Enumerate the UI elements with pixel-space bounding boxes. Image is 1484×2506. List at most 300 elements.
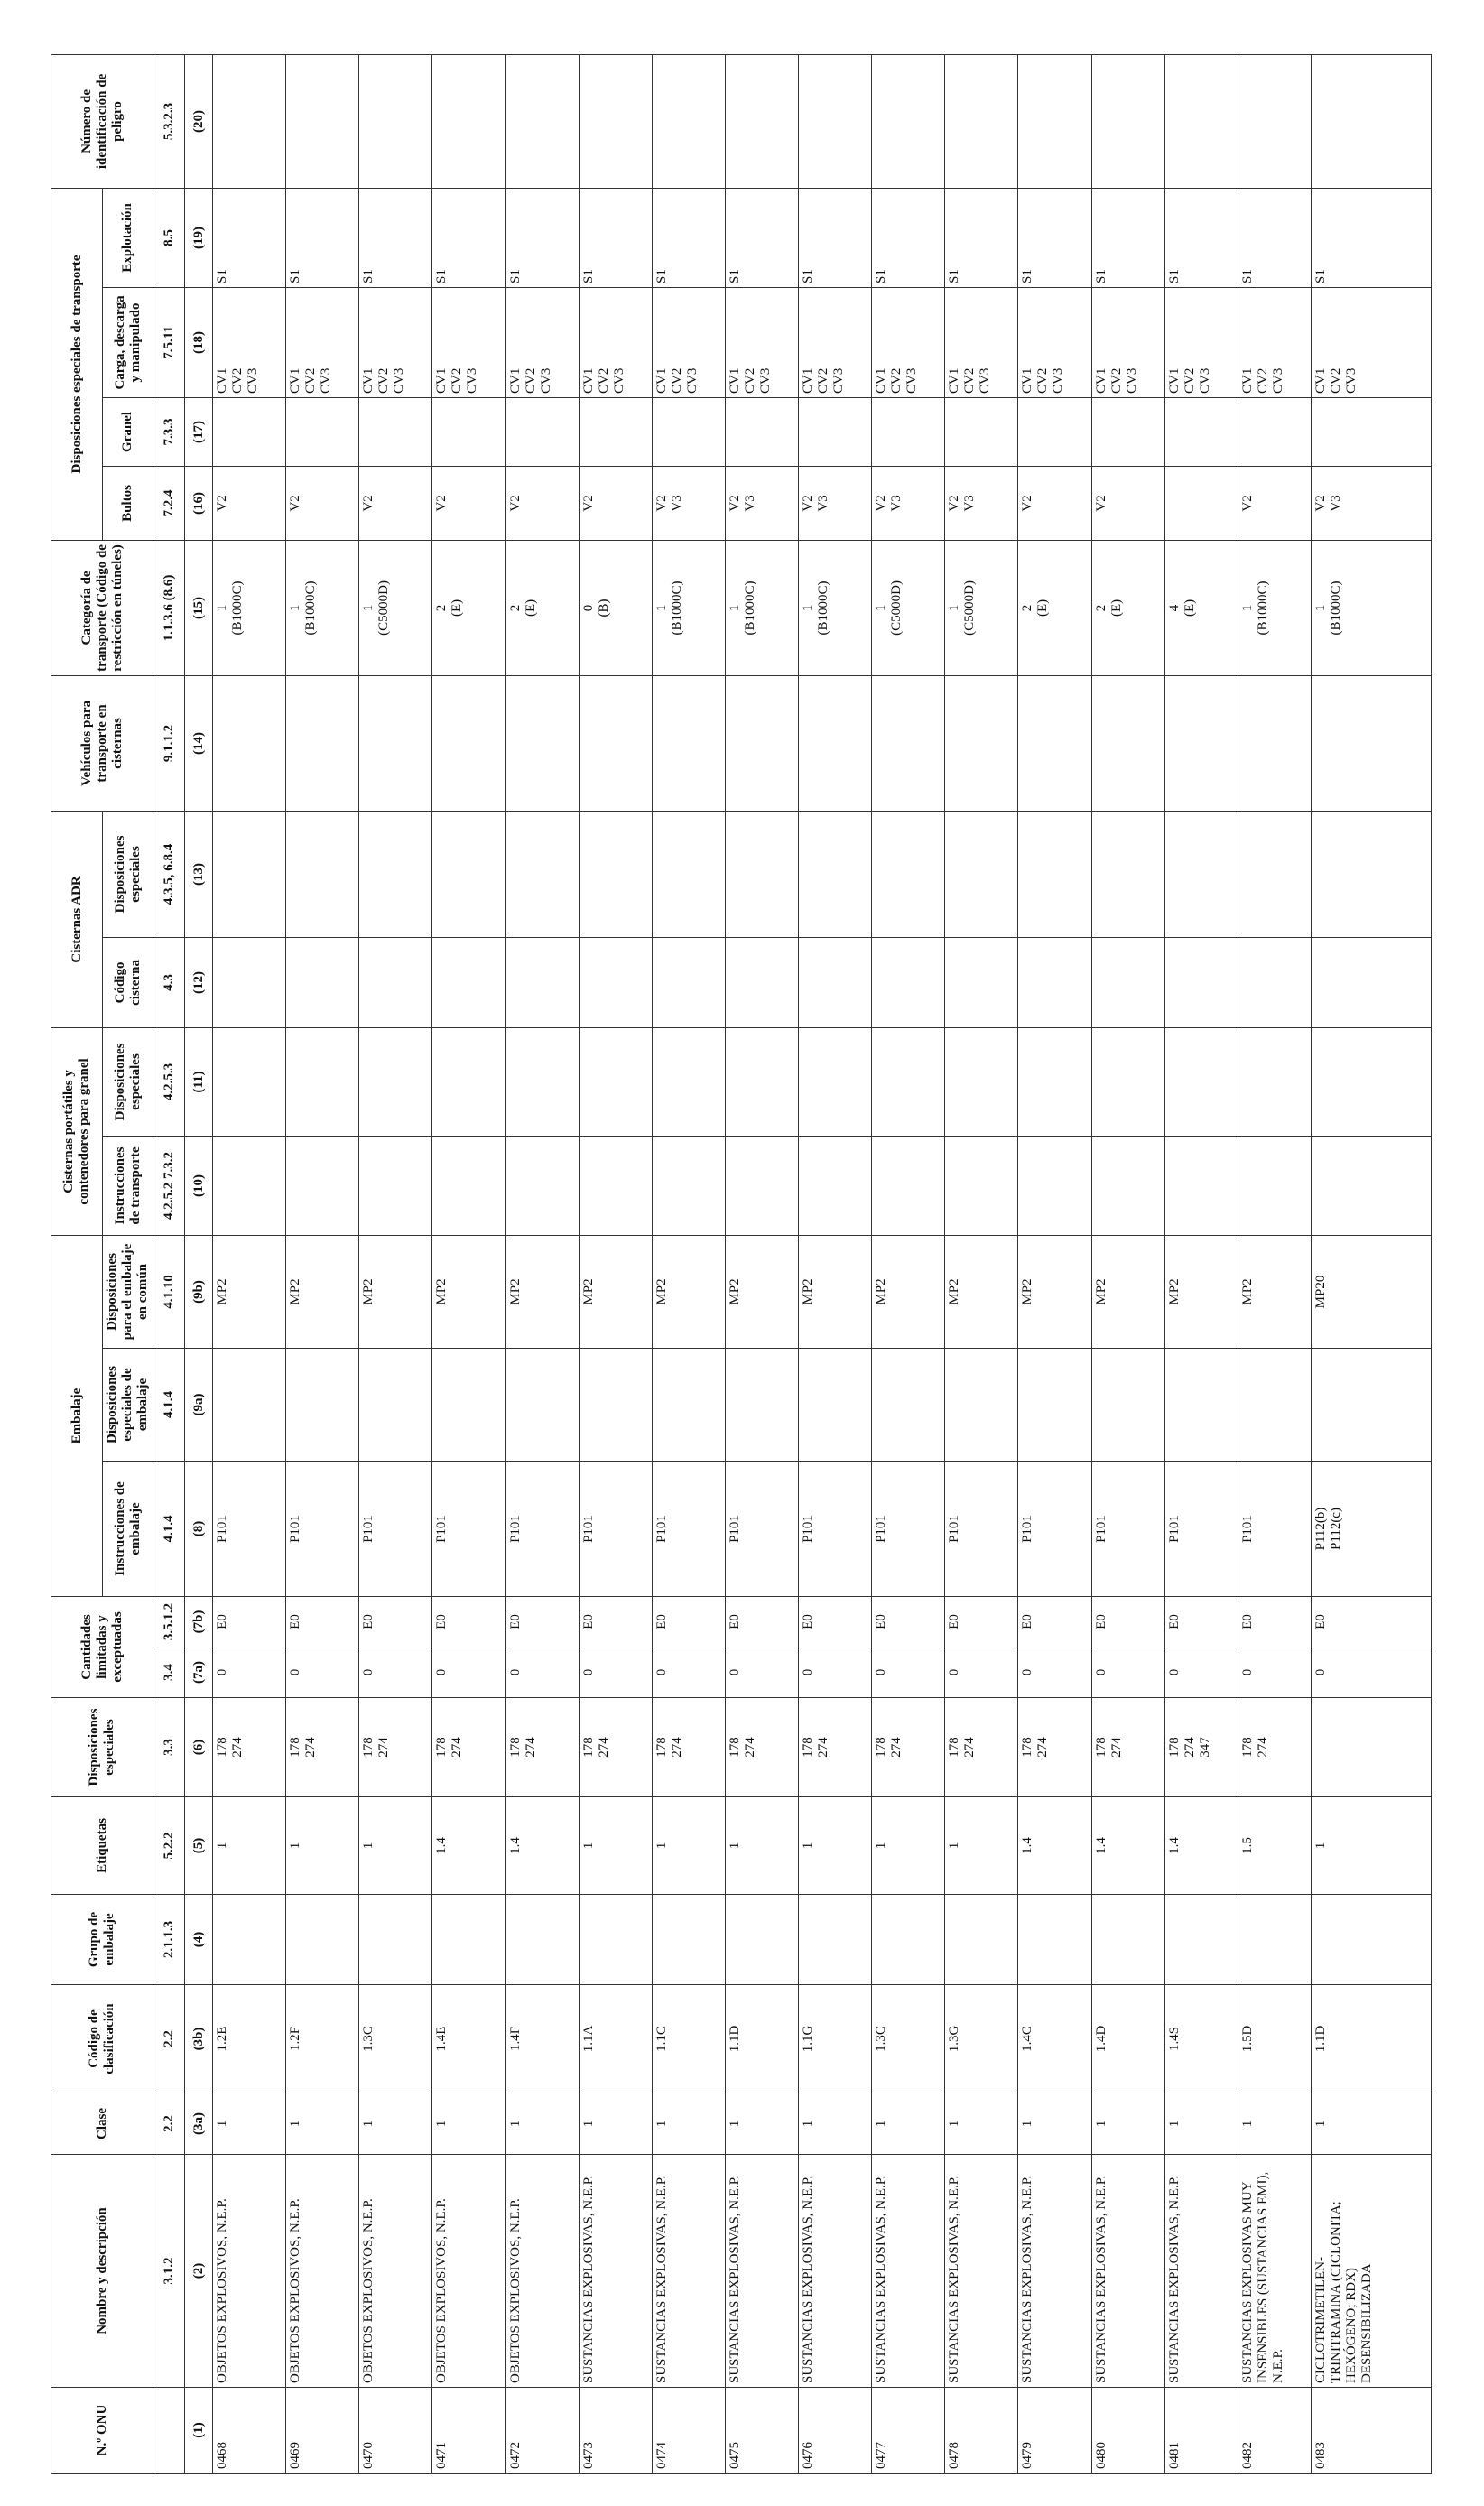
mixed-packing-cell: MP2 [1164,1235,1238,1348]
header-packing-instructions: Instrucciones de embalaje [103,1462,153,1597]
tank-code-cell [359,937,432,1027]
class-cell: 1 [286,2093,359,2155]
packing-special-provisions-cell [1238,1349,1311,1462]
table-row [1238,54,1311,2473]
operation-cell: S1 [652,188,725,287]
classification-code-cell: 1.1A [579,1985,652,2093]
operation-cell: S1 [359,188,432,287]
portable-tank-special-cell [945,1027,1018,1136]
limited-quantity-cell: 0 [945,1647,1018,1698]
mixed-packing-cell: MP2 [505,1235,579,1348]
packages-cell: V2 [359,466,432,540]
tank-special-cell [213,811,286,937]
tank-special-cell [1164,811,1238,937]
tank-vehicle-cell [799,675,872,811]
un-cell: 0475 [725,2388,798,2474]
portable-tank-instruction-cell [432,1136,505,1235]
loading-handling-cell: CV1 CV2 CV3 [432,287,505,397]
mixed-packing-cell: MP20 [1311,1235,1431,1348]
transport-category-cell: 1 (B1000C) [286,540,359,675]
bulk-cell [579,397,652,466]
labels-cell: 1.4 [1091,1797,1164,1895]
bulk-cell [1018,397,1091,466]
limited-quantity-cell: 0 [286,1647,359,1698]
table-row [945,54,1018,2473]
special-provisions-cell [1311,1698,1431,1797]
mixed-packing-cell: MP2 [945,1235,1018,1348]
bulk-cell [872,397,945,466]
reference-cell: 1.1.3.6 (8.6) [153,540,185,675]
limited-quantity-cell: 0 [799,1647,872,1698]
hazard-number-cell [286,54,359,188]
rotated-page [51,54,1432,2474]
tank-special-cell [1091,811,1164,937]
reference-cell: 7.5.11 [153,287,185,397]
operation-cell: S1 [1091,188,1164,287]
loading-handling-cell: CV1 CV2 CV3 [1164,287,1238,397]
header-tank-vehicle: Vehículos para transporte en cisternas [51,675,153,811]
packing-instruction-cell: P101 [1091,1462,1164,1597]
special-provisions-cell: 178 274 [1018,1698,1091,1797]
table-row [579,54,652,2473]
tank-code-cell [725,937,798,1027]
excepted-quantity-cell: E0 [945,1597,1018,1647]
class-cell: 1 [799,2093,872,2155]
loading-handling-cell: CV1 CV2 CV3 [652,287,725,397]
limited-quantity-cell: 0 [1238,1647,1311,1698]
name-cell: SUSTANCIAS EXPLOSIVAS, N.E.P. [652,2155,725,2388]
header-bulk: Granel [103,397,153,466]
excepted-quantity-cell: E0 [579,1597,652,1647]
header-hazard-number: Número de identificación de peligro [51,54,153,188]
name-cell: CICLOTRIMETILEN-TRINITRAMINA (CICLONITA; HEXÓGENO; RDX) DESENSIBILIZADA [1311,2155,1431,2388]
special-provisions-cell: 178 274 [213,1698,286,1797]
packages-cell: V2 [432,466,505,540]
tank-special-cell [725,811,798,937]
header-class: Clase [51,2093,153,2155]
header-packing-group: Grupo de embalaje [51,1895,153,1985]
un-cell: 0474 [652,2388,725,2474]
un-cell: 0477 [872,2388,945,2474]
hazard-number-cell [1091,54,1164,188]
bulk-cell [652,397,725,466]
bulk-cell [213,397,286,466]
class-cell: 1 [1091,2093,1164,2155]
reference-cell: 7.2.4 [153,466,185,540]
special-provisions-cell: 178 274 [1238,1698,1311,1797]
reference-cell: 4.1.10 [153,1235,185,1348]
mixed-packing-cell: MP2 [359,1235,432,1348]
reference-cell: 5.3.2.3 [153,54,185,188]
tank-special-cell [1311,811,1431,937]
mixed-packing-cell: MP2 [213,1235,286,1348]
hazard-number-cell [1018,54,1091,188]
column-number-cell: (7b) [185,1597,213,1647]
hazard-number-cell [725,54,798,188]
labels-cell: 1.4 [505,1797,579,1895]
tank-special-cell [286,811,359,937]
loading-handling-cell: CV1 CV2 CV3 [725,287,798,397]
hazard-number-cell [213,54,286,188]
un-cell: 0483 [1311,2388,1431,2474]
classification-code-cell: 1.3C [872,1985,945,2093]
packing-special-provisions-cell [505,1349,579,1462]
tank-code-cell [1164,937,1238,1027]
class-cell: 1 [872,2093,945,2155]
name-cell: OBJETOS EXPLOSIVOS, N.E.P. [213,2155,286,2388]
loading-handling-cell: CV1 CV2 CV3 [1311,287,1431,397]
header-labels: Etiquetas [51,1797,153,1895]
header-mixed-packing: Disposiciones para el embalaje en común [103,1235,153,1348]
mixed-packing-cell: MP2 [799,1235,872,1348]
tank-code-cell [945,937,1018,1027]
column-number-cell: (13) [185,811,213,937]
limited-quantity-cell: 0 [1164,1647,1238,1698]
packing-special-provisions-cell [432,1349,505,1462]
packing-instruction-cell: P101 [286,1462,359,1597]
mixed-packing-cell: MP2 [432,1235,505,1348]
packing-special-provisions-cell [652,1349,725,1462]
header-limited-quantities: Cantidades limitadas y exceptuadas [51,1597,153,1698]
operation-cell: S1 [1164,188,1238,287]
tank-vehicle-cell [1164,675,1238,811]
class-cell: 1 [213,2093,286,2155]
tank-vehicle-cell [1018,675,1091,811]
tank-code-cell [286,937,359,1027]
portable-tank-instruction-cell [1238,1136,1311,1235]
portable-tank-special-cell [1091,1027,1164,1136]
transport-category-cell: 0 (B) [579,540,652,675]
name-cell: SUSTANCIAS EXPLOSIVAS, N.E.P. [579,2155,652,2388]
portable-tank-special-cell [1238,1027,1311,1136]
excepted-quantity-cell: E0 [1311,1597,1431,1647]
table-row [359,54,432,2473]
column-number-cell: (15) [185,540,213,675]
reference-cell: 3.4 [153,1647,185,1698]
name-cell: OBJETOS EXPLOSIVOS, N.E.P. [505,2155,579,2388]
packages-cell [1164,466,1238,540]
tank-special-cell [359,811,432,937]
portable-tank-instruction-cell [213,1136,286,1235]
excepted-quantity-cell: E0 [286,1597,359,1647]
transport-category-cell: 2 (E) [505,540,579,675]
labels-cell: 1 [872,1797,945,1895]
tank-special-cell [945,811,1018,937]
reference-cell: 2.2 [153,2093,185,2155]
portable-tank-instruction-cell [1091,1136,1164,1235]
classification-code-cell: 1.1G [799,1985,872,2093]
column-number-cell: (20) [185,54,213,188]
table-row [213,54,286,2473]
packages-cell: V2 V3 [652,466,725,540]
excepted-quantity-cell: E0 [213,1597,286,1647]
packing-instruction-cell: P101 [359,1462,432,1597]
excepted-quantity-cell: E0 [505,1597,579,1647]
packing-group-cell [872,1895,945,1985]
labels-cell: 1 [213,1797,286,1895]
packing-group-cell [1238,1895,1311,1985]
hazard-number-cell [945,54,1018,188]
excepted-quantity-cell: E0 [725,1597,798,1647]
un-cell: 0469 [286,2388,359,2474]
packing-special-provisions-cell [359,1349,432,1462]
reference-row [153,54,185,2473]
transport-category-cell: 1 (B1000C) [213,540,286,675]
column-number-cell: (9b) [185,1235,213,1348]
loading-handling-cell: CV1 CV2 CV3 [1238,287,1311,397]
loading-handling-cell: CV1 CV2 CV3 [1091,287,1164,397]
labels-cell: 1.4 [1164,1797,1238,1895]
bulk-cell [286,397,359,466]
mixed-packing-cell: MP2 [286,1235,359,1348]
tank-vehicle-cell [872,675,945,811]
excepted-quantity-cell: E0 [432,1597,505,1647]
tank-vehicle-cell [579,675,652,811]
reference-cell: 9.1.1.2 [153,675,185,811]
operation-cell: S1 [799,188,872,287]
portable-tank-instruction-cell [1018,1136,1091,1235]
packages-cell: V2 V3 [725,466,798,540]
name-cell: SUSTANCIAS EXPLOSIVAS, N.E.P. [872,2155,945,2388]
operation-cell: S1 [213,188,286,287]
reference-cell: 2.1.1.3 [153,1895,185,1985]
classification-code-cell: 1.2E [213,1985,286,2093]
tank-code-cell [505,937,579,1027]
name-cell: SUSTANCIAS EXPLOSIVAS, N.E.P. [1091,2155,1164,2388]
special-provisions-cell: 178 274 [286,1698,359,1797]
packing-instruction-cell: P101 [1018,1462,1091,1597]
un-cell: 0472 [505,2388,579,2474]
name-cell: SUSTANCIAS EXPLOSIVAS, N.E.P. [1164,2155,1238,2388]
classification-code-cell: 1.3G [945,1985,1018,2093]
operation-cell: S1 [945,188,1018,287]
header-classification-code: Código de clasificación [51,1985,153,2093]
packages-cell: V2 V3 [872,466,945,540]
transport-category-cell: 1 (C5000D) [872,540,945,675]
packing-group-cell [359,1895,432,1985]
packages-cell: V2 [505,466,579,540]
class-cell: 1 [1311,2093,1431,2155]
reference-cell: 3.5.1.2 [153,1597,185,1647]
name-cell: SUSTANCIAS EXPLOSIVAS, N.E.P. [945,2155,1018,2388]
header-packages: Bultos [103,466,153,540]
packing-instruction-cell: P101 [725,1462,798,1597]
mixed-packing-cell: MP2 [872,1235,945,1348]
mixed-packing-cell: MP2 [652,1235,725,1348]
labels-cell: 1.4 [432,1797,505,1895]
portable-tank-special-cell [505,1027,579,1136]
header-portable-tanks-group: Cisternas portátiles y contenedores para granel [51,1027,103,1235]
packing-group-cell [799,1895,872,1985]
portable-tank-instruction-cell [1164,1136,1238,1235]
hazard-number-cell [1238,54,1311,188]
packing-group-cell [213,1895,286,1985]
table-row [652,54,725,2473]
packing-group-cell [652,1895,725,1985]
packing-instruction-cell: P112(b) P112(c) [1311,1462,1431,1597]
column-number-cell: (11) [185,1027,213,1136]
packing-group-cell [1018,1895,1091,1985]
table-row [1311,54,1431,2473]
packing-group-cell [286,1895,359,1985]
hazard-number-cell [432,54,505,188]
tank-vehicle-cell [286,675,359,811]
portable-tank-instruction-cell [872,1136,945,1235]
packages-cell: V2 [213,466,286,540]
tank-special-cell [799,811,872,937]
column-number-row [185,54,213,2473]
reference-cell: 3.3 [153,1698,185,1797]
operation-cell: S1 [579,188,652,287]
labels-cell: 1 [799,1797,872,1895]
un-cell: 0480 [1091,2388,1164,2474]
reference-cell: 4.3.5, 6.8.4 [153,811,185,937]
classification-code-cell: 1.4C [1018,1985,1091,2093]
packing-special-provisions-cell [286,1349,359,1462]
un-cell: 0479 [1018,2388,1091,2474]
name-cell: SUSTANCIAS EXPLOSIVAS, N.E.P. [725,2155,798,2388]
loading-handling-cell: CV1 CV2 CV3 [872,287,945,397]
header-adr-tanks-group: Cisternas ADR [51,811,103,1027]
labels-cell: 1.4 [1018,1797,1091,1895]
limited-quantity-cell: 0 [1311,1647,1431,1698]
portable-tank-special-cell [652,1027,725,1136]
class-cell: 1 [505,2093,579,2155]
column-number-cell: (17) [185,397,213,466]
column-number-cell: (19) [185,188,213,287]
reference-cell [153,2388,185,2474]
classification-code-cell: 1.3C [359,1985,432,2093]
mixed-packing-cell: MP2 [1238,1235,1311,1348]
labels-cell: 1 [359,1797,432,1895]
packages-cell: V2 V3 [945,466,1018,540]
loading-handling-cell: CV1 CV2 CV3 [1018,287,1091,397]
classification-code-cell: 1.1D [725,1985,798,2093]
tank-vehicle-cell [1238,675,1311,811]
tank-code-cell [1018,937,1091,1027]
tank-code-cell [432,937,505,1027]
packing-instruction-cell: P101 [432,1462,505,1597]
portable-tank-instruction-cell [725,1136,798,1235]
special-provisions-cell: 178 274 [652,1698,725,1797]
labels-cell: 1 [652,1797,725,1895]
adr-dangerous-goods-table [51,54,1432,2474]
portable-tank-special-cell [1164,1027,1238,1136]
tank-special-cell [505,811,579,937]
classification-code-cell: 1.4D [1091,1985,1164,2093]
transport-category-cell: 2 (E) [432,540,505,675]
reference-cell: 4.3 [153,937,185,1027]
portable-tank-instruction-cell [579,1136,652,1235]
packing-group-cell [1091,1895,1164,1985]
classification-code-cell: 1.2F [286,1985,359,2093]
operation-cell: S1 [505,188,579,287]
portable-tank-special-cell [872,1027,945,1136]
excepted-quantity-cell: E0 [1238,1597,1311,1647]
column-number-cell: (18) [185,287,213,397]
packing-special-provisions-cell [945,1349,1018,1462]
bulk-cell [505,397,579,466]
limited-quantity-cell: 0 [1018,1647,1091,1698]
packages-cell: V2 [1238,466,1311,540]
class-cell: 1 [1238,2093,1311,2155]
table-row [1164,54,1238,2473]
class-cell: 1 [725,2093,798,2155]
name-cell: OBJETOS EXPLOSIVOS, N.E.P. [432,2155,505,2388]
packing-instruction-cell: P101 [579,1462,652,1597]
name-cell: OBJETOS EXPLOSIVOS, N.E.P. [359,2155,432,2388]
tank-vehicle-cell [359,675,432,811]
packages-cell: V2 [579,466,652,540]
loading-handling-cell: CV1 CV2 CV3 [359,287,432,397]
special-provisions-cell: 178 274 [725,1698,798,1797]
packing-special-provisions-cell [1164,1349,1238,1462]
portable-tank-instruction-cell [799,1136,872,1235]
packing-group-cell [1164,1895,1238,1985]
portable-tank-instruction-cell [359,1136,432,1235]
header-loading-handling: Carga, descarga y manipulado [103,287,153,397]
transport-category-cell: 1 (B1000C) [725,540,798,675]
class-cell: 1 [432,2093,505,2155]
tank-vehicle-cell [945,675,1018,811]
tank-code-cell [1091,937,1164,1027]
special-provisions-cell: 178 274 [579,1698,652,1797]
tank-vehicle-cell [725,675,798,811]
labels-cell: 1 [286,1797,359,1895]
portable-tank-instruction-cell [1311,1136,1431,1235]
table-row [286,54,359,2473]
transport-category-cell: 2 (E) [1091,540,1164,675]
packing-instruction-cell: P101 [1164,1462,1238,1597]
name-cell: OBJETOS EXPLOSIVOS, N.E.P. [286,2155,359,2388]
hazard-number-cell [359,54,432,188]
hazard-number-cell [872,54,945,188]
labels-cell: 1 [579,1797,652,1895]
limited-quantity-cell: 0 [725,1647,798,1698]
name-cell: SUSTANCIAS EXPLOSIVAS MUY INSENSIBLES (SUSTANCIAS EMI), N.E.P. [1238,2155,1311,2388]
packing-special-provisions-cell [213,1349,286,1462]
portable-tank-special-cell [725,1027,798,1136]
classification-code-cell: 1.4S [1164,1985,1238,2093]
packing-instruction-cell: P101 [945,1462,1018,1597]
mixed-packing-cell: MP2 [725,1235,798,1348]
transport-category-cell: 1 (B1000C) [799,540,872,675]
portable-tank-special-cell [359,1027,432,1136]
special-provisions-cell: 178 274 [872,1698,945,1797]
header-name: Nombre y descripción [51,2155,153,2388]
excepted-quantity-cell: E0 [1018,1597,1091,1647]
un-cell: 0478 [945,2388,1018,2474]
transport-category-cell: 1 (B1000C) [652,540,725,675]
reference-cell: 5.2.2 [153,1797,185,1895]
header-tank-code: Código cisterna [103,937,153,1027]
column-number-cell: (1) [185,2388,213,2474]
loading-handling-cell: CV1 CV2 CV3 [945,287,1018,397]
tank-special-cell [872,811,945,937]
name-cell: SUSTANCIAS EXPLOSIVAS, N.E.P. [799,2155,872,2388]
packing-special-provisions-cell [1311,1349,1431,1462]
tank-code-cell [213,937,286,1027]
reference-cell: 4.1.4 [153,1462,185,1597]
transport-category-cell: 1 (B1000C) [1238,540,1311,675]
transport-category-cell: 1 (C5000D) [359,540,432,675]
tank-vehicle-cell [432,675,505,811]
operation-cell: S1 [1238,188,1311,287]
packing-instruction-cell: P101 [1238,1462,1311,1597]
column-number-cell: (5) [185,1797,213,1895]
operation-cell: S1 [1311,188,1431,287]
reference-cell: 4.1.4 [153,1349,185,1462]
